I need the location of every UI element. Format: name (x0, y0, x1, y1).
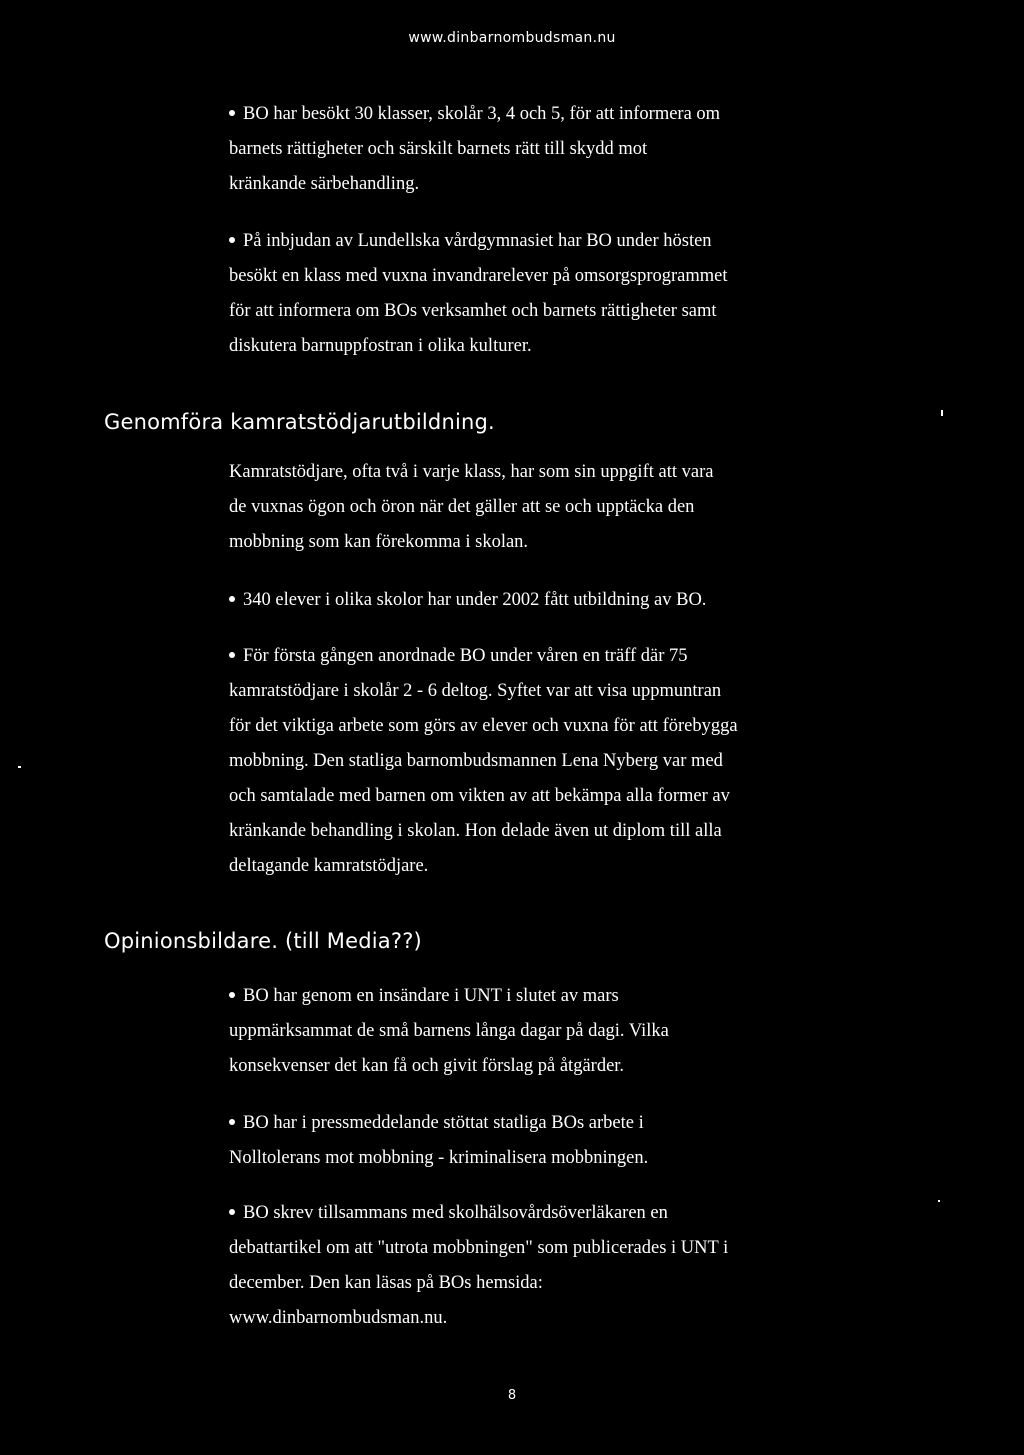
bullet-icon (229, 237, 235, 243)
paragraph-line: konsekvenser det kan få och givit förslag på åtgärder. (229, 1056, 625, 1076)
paragraph-line: För första gången anordnade BO under våren en träff där 75 (229, 639, 869, 674)
list-item (229, 1196, 869, 1336)
paragraph-line: BO skrev tillsammans med skolhälsovårdsöverläkaren en (229, 1196, 869, 1231)
paragraph-line: BO har genom en insändare i UNT i slutet av mars (229, 979, 869, 1014)
header-url: www.dinbarnombudsman.nu (408, 30, 616, 46)
paragraph-line: och samtalade med barnen om vikten av att bekämpa alla former av (229, 786, 730, 806)
paragraph-line: de vuxnas ögon och öron när det gäller att se och upptäcka den (229, 497, 695, 517)
paragraph-line: kamratstödjare i skolår 2 - 6 deltog. Syftet var att visa uppmuntran (229, 681, 722, 701)
paragraph-line: mobbning som kan förekomma i skolan. (229, 532, 529, 552)
paragraph-line: besökt en klass med vuxna invandrarelever på omsorgsprogrammet (229, 266, 728, 286)
paragraph-line: mobbning. Den statliga barnombudsmannen Lena Nyberg var med (229, 751, 723, 771)
page-number: 8 (507, 1388, 517, 1403)
list-item (229, 639, 869, 884)
list-item (229, 979, 869, 1084)
bullet-icon (229, 1209, 235, 1215)
list-item (229, 583, 869, 618)
bullet-icon (229, 596, 235, 602)
paragraph-line: 340 elever i olika skolor har under 2002 fått utbildning av BO. (229, 583, 869, 618)
paragraph-line: för att informera om BOs verksamhet och barnets rättigheter samt (229, 301, 717, 321)
list-item (229, 224, 869, 364)
bullet-icon (229, 1119, 235, 1125)
list-item (229, 97, 869, 202)
paragraph-line: deltagande kamratstödjare. (229, 856, 429, 876)
paragraph-line: kränkande särbehandling. (229, 174, 420, 194)
bullet-icon (229, 110, 235, 116)
paragraph-line: Kamratstödjare, ofta två i varje klass, har som sin uppgift att vara (229, 462, 714, 482)
paragraph-line: barnets rättigheter och särskilt barnets rätt till skydd mot (229, 139, 648, 159)
paragraph (229, 455, 869, 560)
section-heading-opinion: Opinionsbildare. (till Media??) (104, 929, 422, 953)
paragraph-line: kränkande behandling i skolan. Hon delade även ut diplom till alla (229, 821, 722, 841)
scan-speck (938, 1200, 940, 1202)
bullet-icon (229, 652, 235, 658)
paragraph-line: för det viktiga arbete som görs av elever och vuxna för att förebygga (229, 716, 738, 736)
paragraph-line: december. Den kan läsas på BOs hemsida: (229, 1273, 543, 1293)
paragraph-line: www.dinbarnombudsman.nu. (229, 1308, 448, 1328)
bullet-icon (229, 992, 235, 998)
scan-speck (18, 766, 21, 768)
paragraph-line: BO har besökt 30 klasser, skolår 3, 4 och 5, för att informera om (229, 97, 869, 132)
paragraph-line: diskutera barnuppfostran i olika kulturer. (229, 336, 532, 356)
list-item (229, 1106, 869, 1176)
paragraph-line: debattartikel om att "utrota mobbningen" som publicerades i UNT i (229, 1238, 729, 1258)
scan-speck (941, 410, 943, 416)
paragraph-line: Nolltolerans mot mobbning - kriminalisera mobbningen. (229, 1148, 649, 1168)
paragraph-line: På inbjudan av Lundellska vårdgymnasiet har BO under hösten (229, 224, 869, 259)
section-heading-kamrat: Genomföra kamratstödjarutbildning. (104, 410, 495, 434)
paragraph-line: uppmärksammat de små barnens långa dagar på dagi. Vilka (229, 1021, 669, 1041)
paragraph-line: BO har i pressmeddelande stöttat statliga BOs arbete i (229, 1106, 869, 1141)
